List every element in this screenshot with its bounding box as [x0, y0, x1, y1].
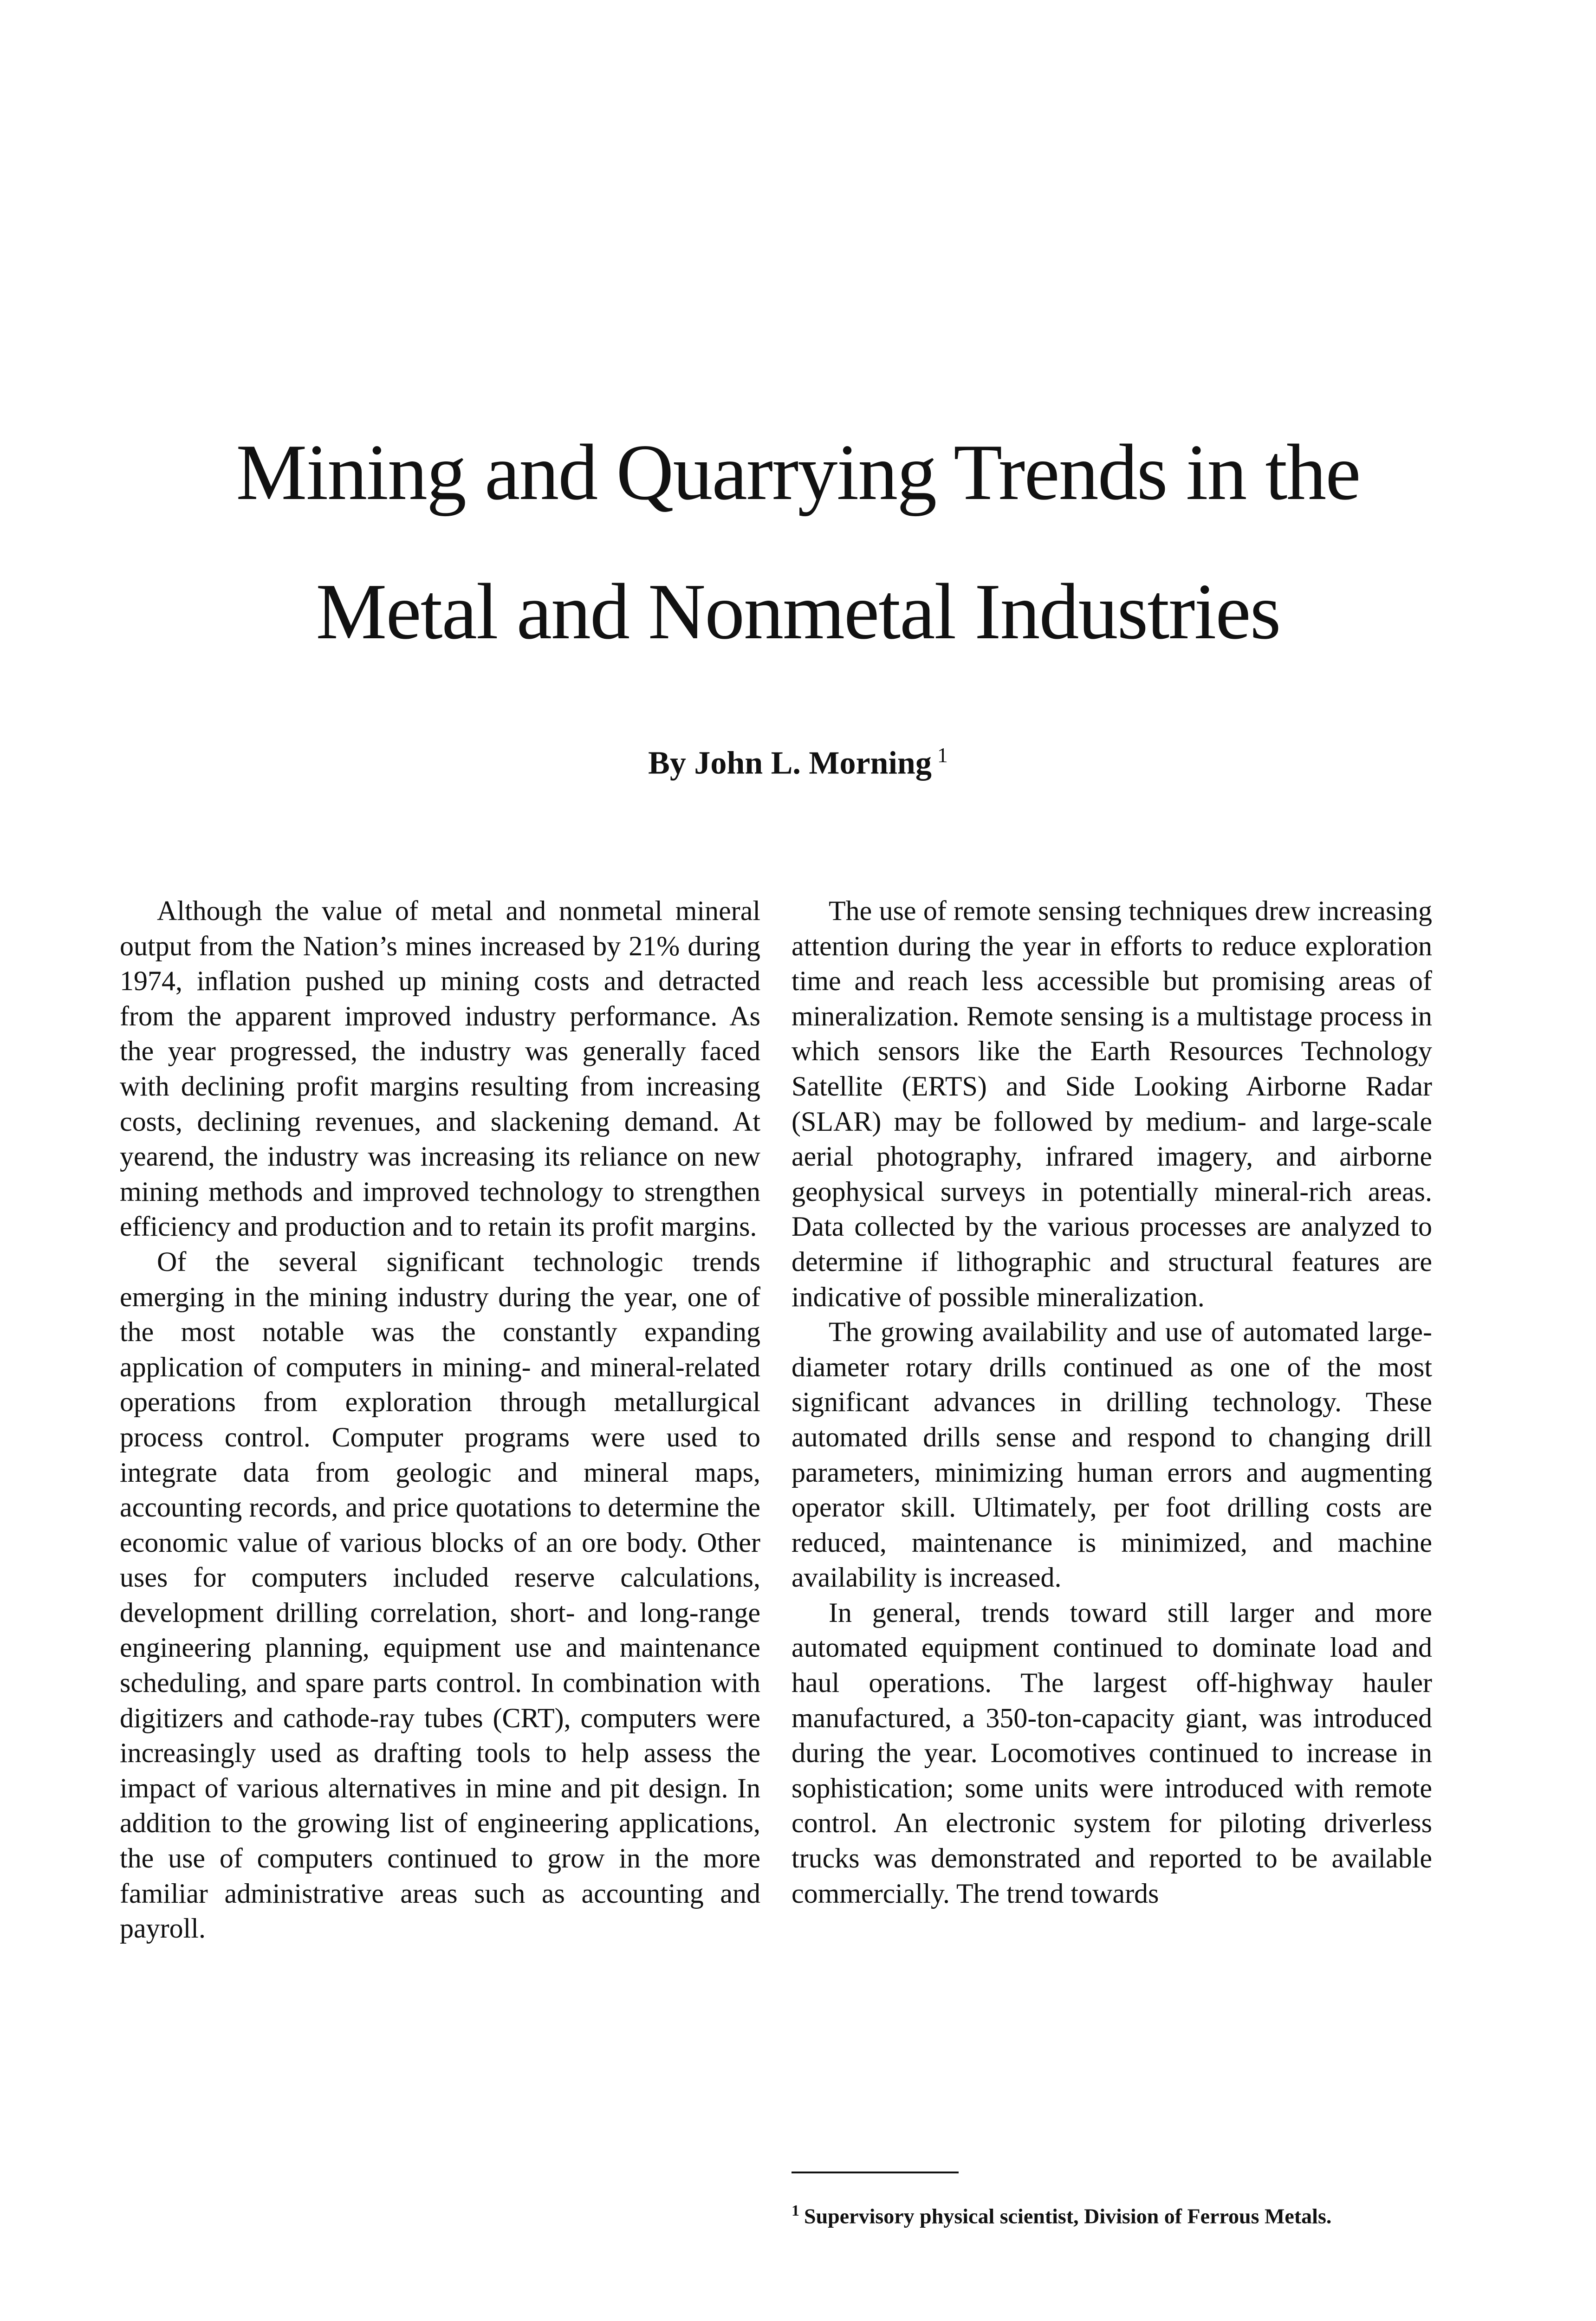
footnote-divider [792, 2172, 959, 2173]
footnote [792, 2199, 1432, 2228]
author-byline [0, 743, 1596, 782]
paragraph: Of the several significant technologic trends emerging in the mining industry during the year, one of the most notable was the constantly expanding application of computers in mining- and mineral-related operations from exploration through metallurgical process control. Computer programs were used to integrate data from geologic and mineral maps, accounting records, and price quotations to determine the economic value of various blocks of an ore body. Other uses for computers included reserve calculations, development drilling correlation, short- and long-range engineering planning, equipment use and maintenance scheduling, and spare parts control. In combination with digitizers and cathode-ray tubes (CRT), computers were increasingly used as drafting tools to help assess the impact of various alternatives in mine and pit design. In addition to the growing list of engineering applications, the use of computers continued to grow in the more familiar administrative areas such as accounting and payroll. [120, 1246, 760, 1944]
paragraph: The use of remote sensing techniques drew increasing attention during the year in efforts to reduce exploration time and reach less accessible but promising areas of mineralization. Remote sensing is a multistage process in which sensors like the Earth Resources Technology Satellite (ERTS) and Side Looking Airborne Radar (SLAR) may be followed by medium- and large-scale aerial photography, infrared imagery, and airborne geophysical surveys in potentially mineral-rich areas. Data collected by the various processes are analyzed to determine if lithographic and structural features are indicative of possible mineralization. [792, 895, 1432, 1312]
paragraph: In general, trends toward still larger and more automated equipment continued to dominate load and haul operations. The largest off-highway hauler manufactured, a 350-ton-capacity giant, was introduced during the year. Locomotives continued to increase in sophistication; some units were introduced with remote control. An electronic system for piloting driverless trucks was demonstrated and reported to be available commercially. The trend towards [792, 1597, 1432, 1909]
paragraph: Although the value of metal and nonmetal mineral output from the Nation’s mines increased by 21% during 1974, inflation pushed up mining costs and detracted from the apparent improved industry performance. As the year progressed, the industry was generally faced with declining profit margins resulting from increasing costs, declining revenues, and slackening demand. At yearend, the industry was increasing its reliance on new mining methods and improved technology to strengthen efficiency and production and to retain its profit margins. [120, 895, 760, 1242]
footnote-mark: 1 [792, 2202, 799, 2219]
article-title-line-1: Mining and Quarrying Trends in the [236, 428, 1360, 517]
footnote-text: Supervisory physical scientist, Division of Ferrous Metals. [804, 2204, 1332, 2228]
right-column [792, 894, 1432, 1911]
author-name: By John L. Morning [648, 745, 932, 781]
article-title-line-2: Metal and Nonmetal Industries [316, 568, 1280, 656]
author-footnote-mark: 1 [937, 743, 948, 767]
paragraph: The growing availability and use of automated large-diameter rotary drills continued as one of the most significant advances in drilling technology. These automated drills sense and respond to changing drill parameters, minimizing human errors and augmenting operator skill. Ultimately, per foot drilling costs are reduced, maintenance is minimized, and machine availability is increased. [792, 1316, 1432, 1593]
left-column [120, 894, 760, 1946]
